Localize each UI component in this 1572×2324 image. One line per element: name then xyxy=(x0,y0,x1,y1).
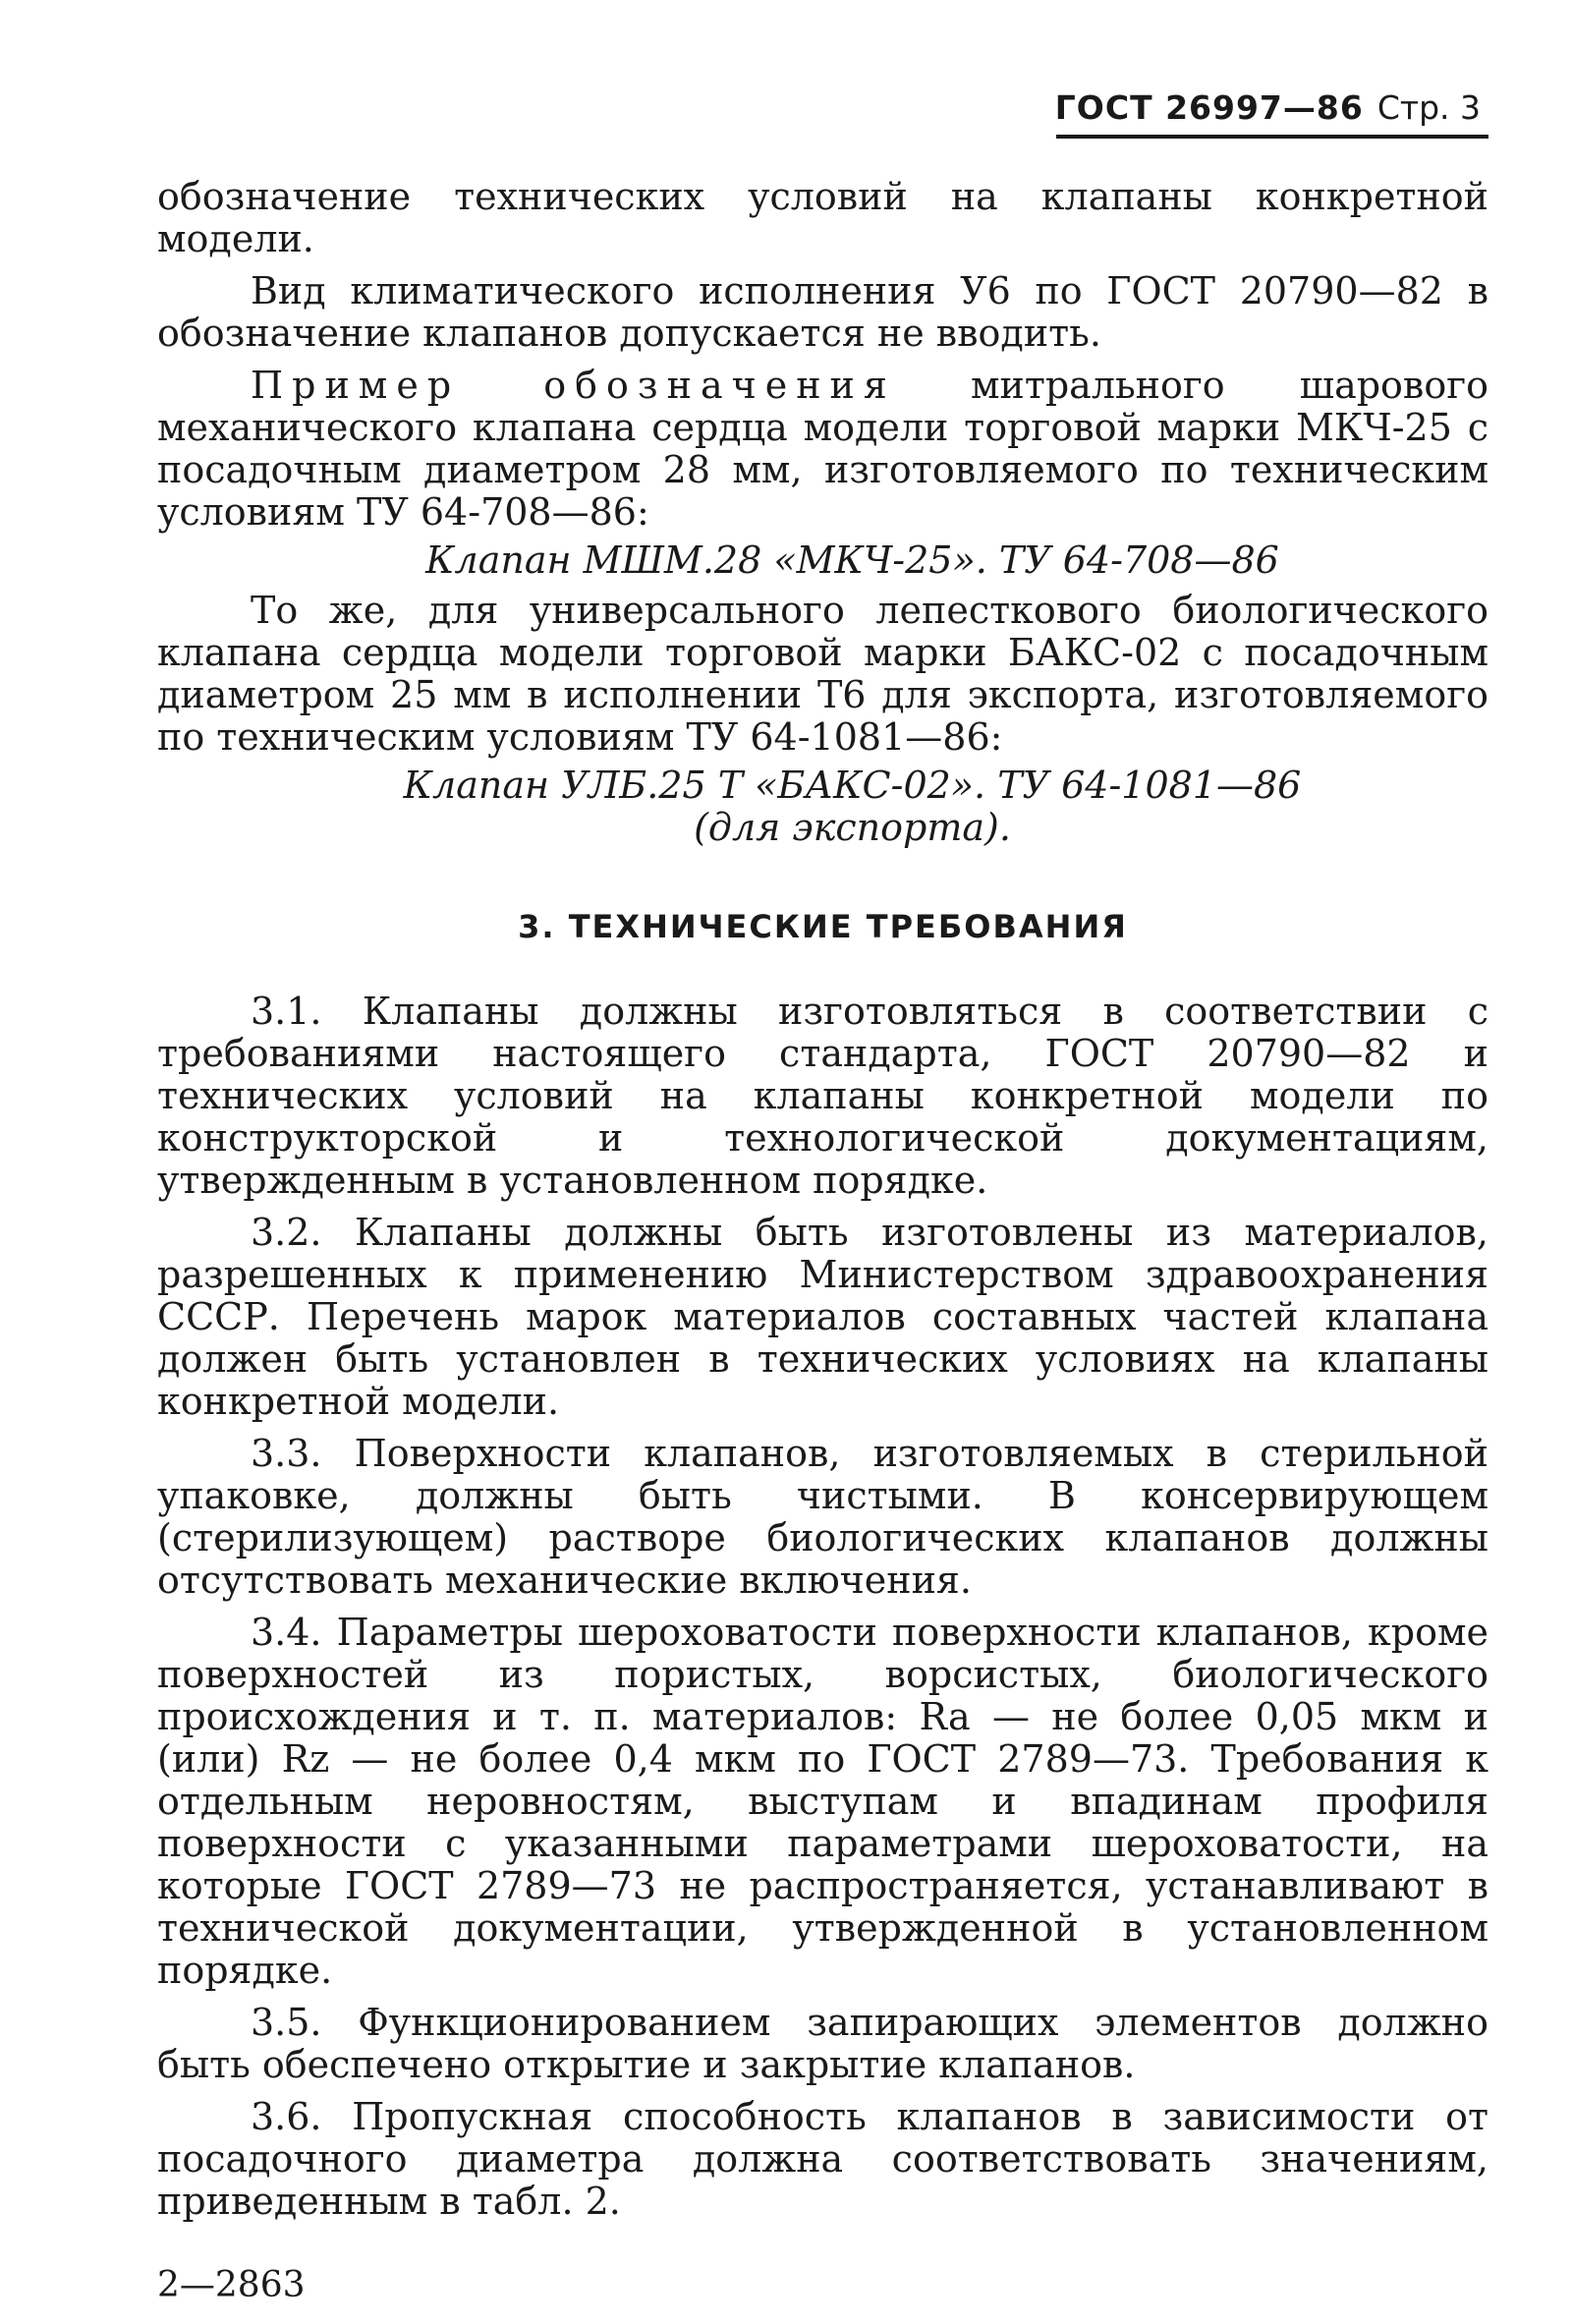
intro-paragraph-3 xyxy=(157,365,1488,534)
clause-3-3: 3.3. Поверхности клапанов, изготовляемых в стерильной упаковке, должны быть чистыми. В консервирующем (стерилизующем) растворе биологических клапанов должны отсутствовать механические включения. xyxy=(157,1432,1488,1602)
example-lead: Пример обозначения xyxy=(251,364,896,407)
intro-paragraph-2: Вид климатического исполнения У6 по ГОСТ 20790—82 в обозначение клапанов допускается не вводить. xyxy=(157,269,1488,355)
designation-example-2-line-2: (для экспорта). xyxy=(694,806,1011,849)
designation-example-2-line-1: Клапан УЛБ.25 Т «БАКС-02». ТУ 64-1081—86 xyxy=(403,764,1302,807)
header-rule xyxy=(1056,135,1488,139)
clause-3-4: 3.4. Параметры шероховатости поверхности клапанов, кроме поверхностей из пористых, ворсистых, биологического происхождения и т. п. материалов: Ra — не более 0,05 мкм и (или) Rz — не более 0,4 мкм по ГОСТ 2789—73. Требования к отдельным неровностям, выступам и впадинам профиля поверхности с указанными параметрами шероховатости, на которые ГОСТ 2789—73 не распространяется, устанавливают в технической документации, утвержденной в установленном порядке. xyxy=(157,1611,1488,1992)
clause-3-2: 3.2. Клапаны должны быть изготовлены из материалов, разрешенных к применению Министерством здравоохранения СССР. Перечень марок материалов составных частей клапана должен быть установлен в технических условиях на клапаны конкретной модели. xyxy=(157,1211,1488,1423)
clause-3-5: 3.5. Функционированием запирающих элементов должно быть обеспечено открытие и закрытие клапанов. xyxy=(157,2001,1488,2086)
clause-3-6: 3.6. Пропускная способность клапанов в зависимости от посадочного диаметра должна соответствовать значениям, приведенным в табл. 2. xyxy=(157,2095,1488,2223)
example-lead-rest: митрального шарового механического клапана сердца модели торговой марки МКЧ-25 с посадочным диаметром 28 мм, изготовляемого по техническим условиям ТУ 64-708—86: xyxy=(157,364,1488,534)
clause-3-1: 3.1. Клапаны должны изготовляться в соответствии с требованиями настоящего стандарта, ГОСТ 20790—82 и технических условий на клапаны конкретной модели по конструкторской и технологической документациям, утвержденным в установленном порядке. xyxy=(157,990,1488,1202)
page-header xyxy=(157,88,1488,127)
intro-paragraph-4: То же, для универсального лепесткового биологического клапана сердца модели торговой марки БАКС-02 с посадочным диаметром 25 мм в исполнении Т6 для экспорта, изготовляемого по техническим условиям ТУ 64-1081—86: xyxy=(157,589,1488,759)
intro-paragraph-1: обозначение технических условий на клапаны конкретной модели. xyxy=(157,175,1488,260)
page-number: Стр. 3 xyxy=(1376,88,1481,127)
section-title: 3. ТЕХНИЧЕСКИЕ ТРЕБОВАНИЯ xyxy=(518,908,1128,945)
signature-mark: 2—2863 xyxy=(157,2265,306,2305)
standard-number: ГОСТ 26997—86 xyxy=(1054,88,1364,127)
document-page xyxy=(157,88,1488,2306)
designation-example-1: Клапан МШМ.28 «МКЧ-25». ТУ 64-708—86 xyxy=(425,538,1279,582)
